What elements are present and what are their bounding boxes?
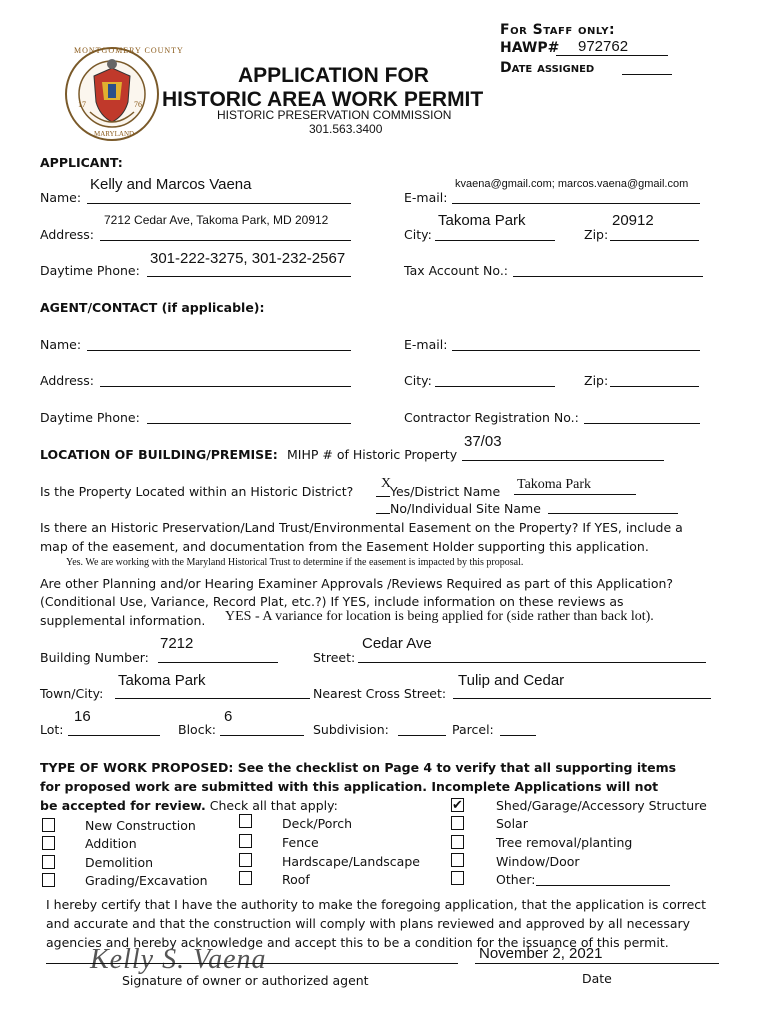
agent-city-field[interactable] [435, 386, 555, 387]
agent-zip-label: Zip: [584, 373, 609, 388]
contractor-field[interactable] [584, 423, 700, 424]
label-deck-porch: Deck/Porch [282, 816, 353, 831]
county-seal [64, 42, 184, 146]
block-label: Block: [178, 722, 217, 737]
site-name-field[interactable] [548, 513, 678, 514]
handwritten-signature: Kelly S. Vaena [90, 944, 267, 975]
signature-label: Signature of owner or authorized agent [122, 973, 369, 988]
label-shed-garage: Shed/Garage/Accessory Structure [496, 798, 707, 813]
parcel-field[interactable] [500, 735, 536, 736]
tax-account-label: Tax Account No.: [404, 263, 509, 278]
applicant-phone-field[interactable] [147, 276, 351, 277]
title-line2: HISTORIC AREA WORK PERMIT [162, 88, 484, 111]
seal-year-right: 76 [134, 100, 142, 109]
no-site-label: No/Individual Site Name [390, 501, 541, 516]
applicant-zip-label: Zip: [584, 227, 609, 242]
easement-answer: Yes. We are working with the Maryland Historical Trust to determine if the easement is impacted by this proposal. [66, 557, 524, 568]
date-assigned-line [622, 74, 672, 75]
label-other: Other: [496, 872, 536, 887]
work-heading-1: TYPE OF WORK PROPOSED: See the checklist on Page 4 to verify that all supporting items [40, 760, 677, 775]
date-field[interactable] [475, 963, 719, 964]
label-grading-excavation: Grading/Excavation [85, 873, 208, 888]
checkbox-new-construction[interactable] [42, 818, 55, 832]
commission-phone: 301.563.3400 [309, 122, 383, 136]
seal-text-top: MONTGOMERY COUNTY [74, 46, 184, 55]
subdivision-label: Subdivision: [313, 722, 389, 737]
date-value: November 2, 2021 [479, 945, 603, 962]
applicant-city-label: City: [404, 227, 432, 242]
street-label: Street: [313, 650, 356, 665]
parcel-label: Parcel: [452, 722, 494, 737]
agent-email-label: E-mail: [404, 337, 448, 352]
applicant-city-value: Takoma Park [438, 212, 526, 229]
checkbox-roof[interactable] [239, 871, 252, 885]
approvals-question-1: Are other Planning and/or Hearing Examiner Approvals /Reviews Required as part of this Application? [40, 576, 674, 591]
checkbox-other[interactable] [451, 871, 464, 885]
yes-district-label: Yes/District Name [390, 484, 501, 499]
applicant-email-label: E-mail: [404, 190, 448, 205]
subdivision-field[interactable] [398, 735, 446, 736]
checkbox-shed-garage[interactable] [451, 798, 464, 812]
mihp-value: 37/03 [464, 433, 502, 450]
checkmark-icon: ✔ [452, 797, 463, 812]
date-label: Date [582, 971, 612, 986]
applicant-email-value: kvaena@gmail.com; marcos.vaena@gmail.com [455, 178, 689, 190]
label-hardscape-landscape: Hardscape/Landscape [282, 854, 420, 869]
agent-address-field[interactable] [100, 386, 351, 387]
applicant-address-label: Address: [40, 227, 94, 242]
building-number-field[interactable] [158, 662, 278, 663]
district-question: Is the Property Located within an Historic District? [40, 484, 354, 499]
checkbox-demolition[interactable] [42, 855, 55, 869]
seal-text-bottom: MARYLAND [94, 130, 135, 138]
easement-question-2: map of the easement, and documentation from the Easement Holder supporting this application. [40, 539, 649, 554]
block-value: 6 [224, 708, 233, 725]
mihp-label: MIHP # of Historic Property [287, 447, 458, 462]
signature-field[interactable] [46, 963, 458, 964]
street-field[interactable] [358, 662, 706, 663]
other-field[interactable] [536, 885, 670, 886]
applicant-heading: APPLICANT: [40, 155, 123, 170]
block-field[interactable] [220, 735, 304, 736]
applicant-name-field[interactable] [87, 203, 351, 204]
yes-mark: X [381, 476, 392, 491]
work-heading-3-rest: Check all that apply: [205, 798, 338, 813]
agent-email-field[interactable] [452, 350, 700, 351]
label-fence: Fence [282, 835, 319, 850]
street-value: Cedar Ave [362, 635, 432, 652]
hawp-label: HAWP# [500, 40, 560, 56]
label-roof: Roof [282, 872, 310, 887]
lot-field[interactable] [68, 735, 160, 736]
date-assigned-label: Date assigned [500, 60, 595, 76]
approvals-question-3: supplemental information. [40, 613, 206, 628]
agent-heading: AGENT/CONTACT (if applicable): [40, 300, 265, 315]
agent-address-label: Address: [40, 373, 94, 388]
checkbox-grading-excavation[interactable] [42, 873, 55, 887]
approvals-question-2: (Conditional Use, Variance, Record Plat, etc.?) If YES, include information on these reviews as [40, 594, 624, 609]
easement-question-1: Is there an Historic Preservation/Land Trust/Environmental Easement on the Property? If YES, include a [40, 520, 683, 535]
yes-blank[interactable] [376, 496, 390, 497]
agent-name-field[interactable] [87, 350, 351, 351]
applicant-phone-label: Daytime Phone: [40, 263, 140, 278]
town-value: Takoma Park [118, 672, 206, 689]
work-heading-3 [40, 798, 338, 813]
cross-street-value: Tulip and Cedar [458, 672, 565, 689]
certify-line-1: I hereby certify that I have the authority to make the foregoing application, that the application is correct [46, 897, 707, 912]
agent-phone-field[interactable] [147, 423, 351, 424]
certify-line-3: agencies and hereby acknowledge and accept this to be a condition for the issuance of this permit. [46, 935, 669, 950]
lot-value: 16 [74, 708, 91, 725]
agent-city-label: City: [404, 373, 432, 388]
building-number-value: 7212 [160, 635, 194, 652]
checkbox-addition[interactable] [42, 836, 55, 850]
applicant-address-value: 7212 Cedar Ave, Takoma Park, MD 20912 [104, 213, 329, 227]
applicant-name-label: Name: [40, 190, 82, 205]
hawp-number: 972762 [578, 38, 629, 55]
town-label: Town/City: [40, 686, 104, 701]
district-name-value: Takoma Park [517, 477, 592, 492]
applicant-email-field[interactable] [452, 203, 700, 204]
label-solar: Solar [496, 816, 528, 831]
title-line1: APPLICATION FOR [238, 64, 429, 87]
agent-zip-field[interactable] [610, 386, 699, 387]
label-tree-removal: Tree removal/planting [496, 835, 633, 850]
cross-street-field[interactable] [453, 698, 711, 699]
location-heading: LOCATION OF BUILDING/PREMISE: [40, 447, 278, 462]
district-name-field[interactable] [514, 494, 636, 495]
staff-heading: For Staff only: [500, 22, 616, 38]
town-field[interactable] [115, 698, 310, 699]
cross-street-label: Nearest Cross Street: [313, 686, 447, 701]
agent-phone-label: Daytime Phone: [40, 410, 140, 425]
contractor-label: Contractor Registration No.: [404, 410, 579, 425]
work-heading-2: for proposed work are submitted with this application. Incomplete Applications will not [40, 779, 659, 794]
checkbox-solar[interactable] [451, 816, 464, 830]
applicant-name-value: Kelly and Marcos Vaena [90, 176, 252, 193]
commission-name: HISTORIC PRESERVATION COMMISSION [217, 108, 452, 122]
lot-label: Lot: [40, 722, 64, 737]
label-addition: Addition [85, 836, 137, 851]
applicant-zip-value: 20912 [612, 212, 654, 229]
certify-line-2: and accurate and that the construction will comply with plans reviewed and approved by all necessary [46, 916, 691, 931]
seal-year-left: 17 [78, 100, 86, 109]
hawp-line [556, 55, 668, 56]
checkbox-hardscape-landscape[interactable] [239, 853, 252, 867]
applicant-phone-value: 301-222-3275, 301-232-2567 [150, 250, 346, 267]
checkbox-deck-porch[interactable] [239, 814, 252, 828]
tax-account-field[interactable] [513, 276, 703, 277]
mihp-field[interactable] [462, 460, 664, 461]
applicant-city-field[interactable] [435, 240, 555, 241]
agent-name-label: Name: [40, 337, 82, 352]
label-demolition: Demolition [85, 855, 154, 870]
no-blank[interactable] [376, 513, 390, 514]
label-window-door: Window/Door [496, 854, 580, 869]
checkbox-fence[interactable] [239, 834, 252, 848]
approvals-answer: YES - A variance for location is being applied for (side rather than back lot). [225, 609, 654, 624]
label-new-construction: New Construction [85, 818, 196, 833]
checkbox-tree-removal[interactable] [451, 835, 464, 849]
building-number-label: Building Number: [40, 650, 149, 665]
work-heading-3-bold: be accepted for review. [40, 798, 206, 813]
checkbox-window-door[interactable] [451, 853, 464, 867]
applicant-zip-field[interactable] [610, 240, 699, 241]
applicant-address-field[interactable] [100, 240, 351, 241]
